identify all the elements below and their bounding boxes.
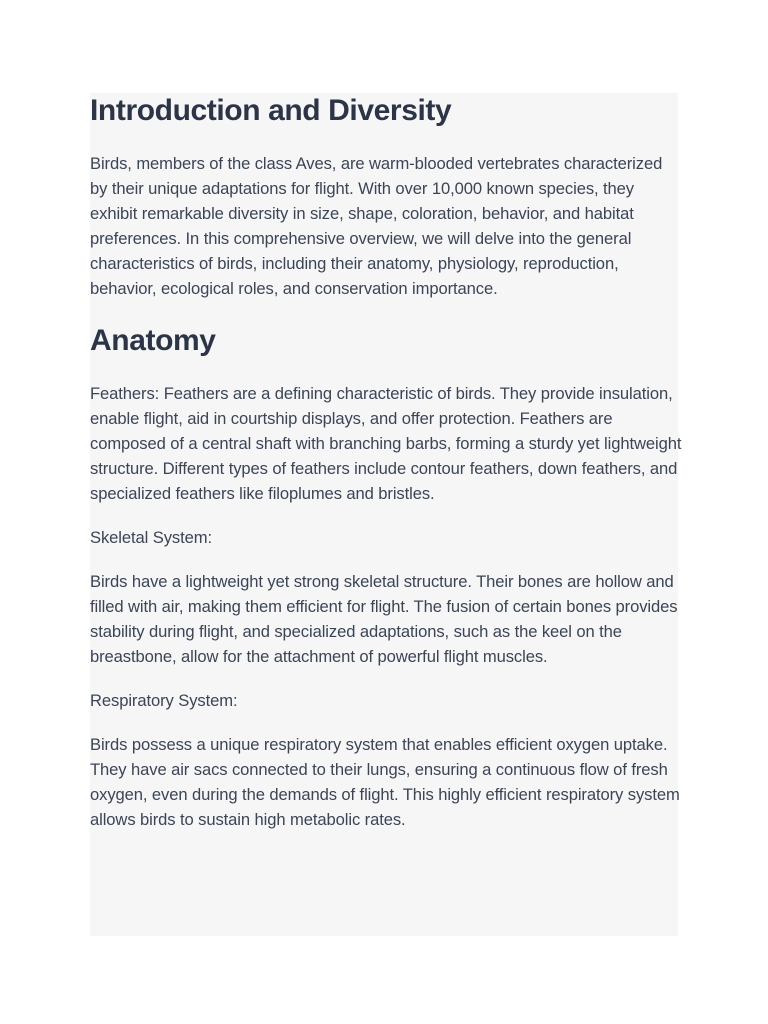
- article-body: [90, 93, 682, 832]
- subheading-skeletal-system: Skeletal System:: [90, 528, 212, 547]
- subheading-respiratory-system: Respiratory System:: [90, 691, 238, 710]
- paragraph-skeletal-system: Birds have a lightweight yet strong skeletal structure. Their bones are hollow and filled with air, making them efficient for flight. The fusion of certain bones provides stability during flight, and specialized adaptations, such as the keel on the breastbone, allow for the attachment of powerful flight muscles.: [90, 572, 678, 666]
- paragraph-feathers: Feathers: Feathers are a defining characteristic of birds. They provide insulation, enable flight, aid in courtship displays, and offer protection. Feathers are composed of a central shaft with branching barbs, forming a sturdy yet lightweight structure. Different types of feathers include contour feathers, down feathers, and specialized feathers like filoplumes and bristles.: [90, 384, 682, 503]
- heading-introduction: Introduction and Diversity: [90, 94, 452, 127]
- paragraph-introduction: Birds, members of the class Aves, are warm-blooded vertebrates characterized by their unique adaptations for flight. With over 10,000 known species, they exhibit remarkable diversity in size, shape, coloration, behavior, and habitat preferences. In this comprehensive overview, we will delve into the general characteristics of birds, including their anatomy, physiology, reproduction, behavior, ecological roles, and conservation importance.: [90, 154, 663, 298]
- paragraph-respiratory-system: Birds possess a unique respiratory system that enables efficient oxygen uptake. They have air sacs connected to their lungs, ensuring a continuous flow of fresh oxygen, even during the demands of flight. This highly efficient respiratory system allows birds to sustain high metabolic rates.: [90, 735, 680, 829]
- heading-anatomy: Anatomy: [90, 324, 216, 357]
